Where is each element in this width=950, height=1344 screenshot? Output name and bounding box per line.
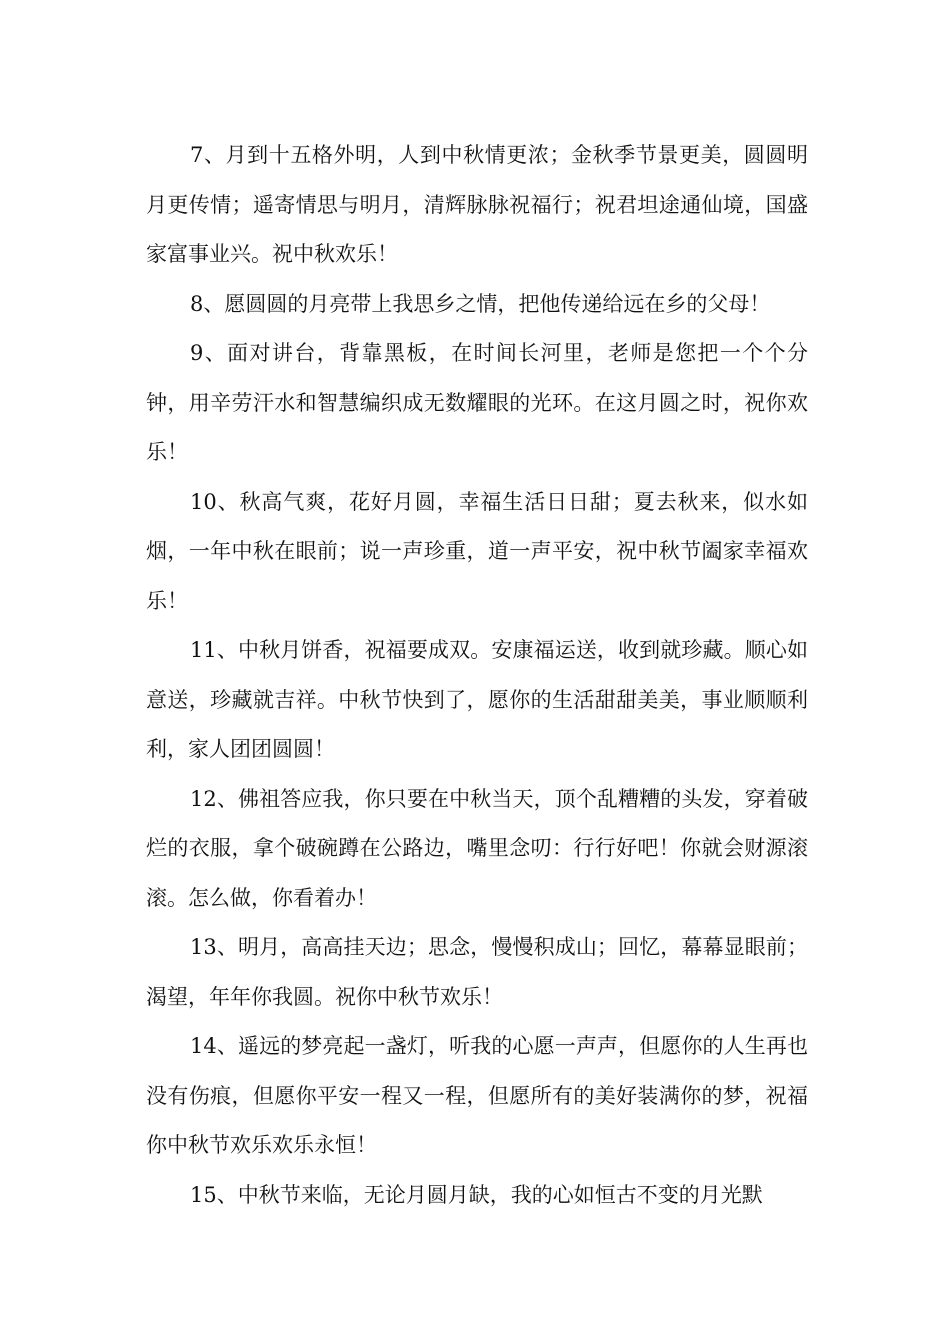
paragraph-8: 8、愿圆圆的月亮带上我思乡之情，把他传递给远在乡的父母！ [190,291,771,316]
paragraph-7: 7、月到十五格外明，人到中秋情更浓；金秋季节景更美，圆圆明月更传情；遥寄情思与明月，清辉脉脉祝福行；祝君坦途通仙境，国盛家富事业兴。祝中秋欢乐！ [146,143,808,266]
paragraph-14: 14、遥远的梦亮起一盏灯，听我的心愿一声声，但愿你的人生再也没有伤痕，但愿你平安一程又一程，但愿所有的美好装满你的梦，祝福你中秋节欢乐欢乐永恒！ [146,1034,808,1157]
paragraph-15: 15、中秋节来临，无论月圆月缺，我的心如恒古不变的月光默 [190,1182,763,1207]
paragraph-13: 13、明月，高高挂天边；思念，慢慢积成山；回忆，幕幕显眼前；渴望，年年你我圆。祝你中秋节欢乐！ [146,935,808,1009]
paragraph-9: 9、面对讲台，背靠黑板，在时间长河里，老师是您把一个个分钟，用辛劳汗水和智慧编织成无数耀眼的光环。在这月圆之时，祝你欢乐！ [146,341,808,464]
document-body [146,131,808,1220]
paragraph-12: 12、佛祖答应我，你只要在中秋当天，顶个乱糟糟的头发，穿着破烂的衣服，拿个破碗蹲在公路边，嘴里念叨：行行好吧！你就会财源滚滚。怎么做，你看着办！ [146,786,808,910]
paragraph-11: 11、中秋月饼香，祝福要成双。安康福运送，收到就珍藏。顺心如意送，珍藏就吉祥。中秋节快到了，愿你的生活甜甜美美，事业顺顺利利，家人团团圆圆！ [146,638,808,761]
paragraph-10: 10、秋高气爽，花好月圆，幸福生活日日甜；夏去秋来，似水如烟，一年中秋在眼前；说一声珍重，道一声平安，祝中秋节阖家幸福欢乐！ [146,489,808,613]
